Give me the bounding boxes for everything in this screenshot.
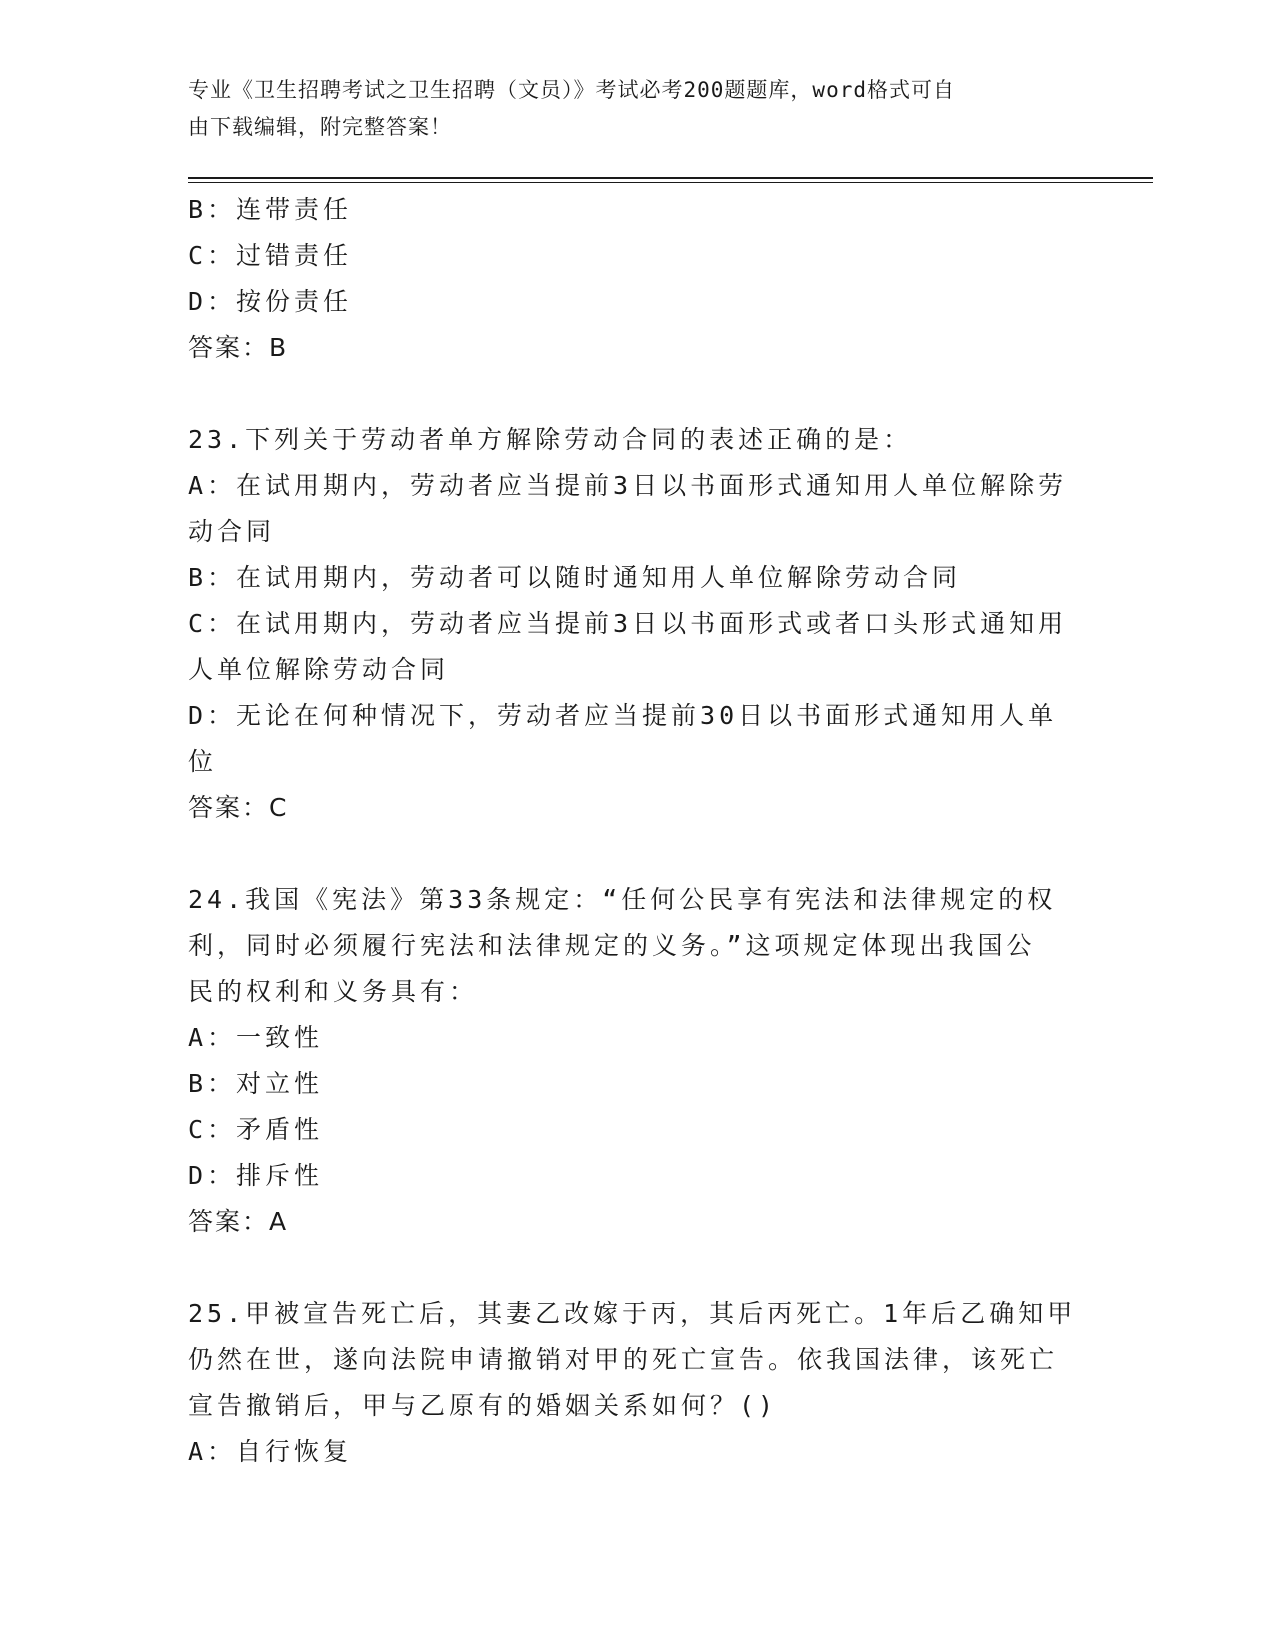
q23-option-b: B：在试用期内，劳动者可以随时通知用人单位解除劳动合同 (188, 563, 962, 592)
q24-option-b: B：对立性 (188, 1069, 324, 1098)
document-header (188, 72, 1068, 146)
q23-answer: 答案：C (188, 793, 289, 822)
q23-option-d-line-1: D：无论在何种情况下，劳动者应当提前30日以书面形式通知用人单 (188, 701, 1058, 730)
header-line-2: 由下载编辑，附完整答案！ (188, 115, 452, 139)
spacer (188, 1245, 1078, 1291)
question-list (188, 187, 1078, 1475)
q23-option-c-line-2: 人单位解除劳动合同 (188, 655, 450, 684)
q24-option-a: A：一致性 (188, 1023, 324, 1052)
q23-option-c-line-1: C：在试用期内，劳动者应当提前3日以书面形式或者口头形式通知用 (188, 609, 1068, 638)
q24-stem-line-3: 民的权利和义务具有： (188, 977, 479, 1006)
spacer (188, 371, 1078, 417)
q24-option-c: C：矛盾性 (188, 1115, 324, 1144)
q25-option-a: A：自行恢复 (188, 1437, 353, 1466)
q22-option-d: D：按份责任 (188, 287, 353, 316)
q23-option-a-line-1: A：在试用期内，劳动者应当提前3日以书面形式通知用人单位解除劳 (188, 471, 1068, 500)
q23-option-d-line-2: 位 (188, 747, 218, 776)
question-23 (188, 417, 1078, 831)
q25-stem-line-3: 宣告撤销后，甲与乙原有的婚姻关系如何？() (188, 1391, 778, 1420)
q24-answer: 答案：A (188, 1207, 289, 1236)
q22-option-b: B：连带责任 (188, 195, 353, 224)
header-divider-thin (188, 182, 1153, 183)
question-25 (188, 1291, 1078, 1475)
q23-option-a-line-2: 动合同 (188, 517, 276, 546)
q23-stem: 23.下列关于劳动者单方解除劳动合同的表述正确的是： (188, 425, 913, 454)
q22-option-c: C：过错责任 (188, 241, 353, 270)
q24-stem-line-1: 24.我国《宪法》第33条规定：“任何公民享有宪法和法律规定的权 (188, 885, 1057, 914)
q22-answer: 答案：B (188, 333, 289, 362)
header-divider-thick (188, 177, 1153, 179)
question-22 (188, 187, 1078, 371)
q24-stem-line-2: 利，同时必须履行宪法和法律规定的义务。”这项规定体现出我国公 (188, 931, 1036, 960)
q25-stem-line-2: 仍然在世，遂向法院申请撤销对甲的死亡宣告。依我国法律，该死亡 (188, 1345, 1059, 1374)
spacer (188, 831, 1078, 877)
question-24 (188, 877, 1078, 1245)
q25-stem-line-1: 25.甲被宣告死亡后，其妻乙改嫁于丙，其后丙死亡。1年后乙确知甲 (188, 1299, 1077, 1328)
header-line-1: 专业《卫生招聘考试之卫生招聘（文员）》考试必考200题题库，word格式可自 (188, 78, 955, 102)
q24-option-d: D：排斥性 (188, 1161, 324, 1190)
